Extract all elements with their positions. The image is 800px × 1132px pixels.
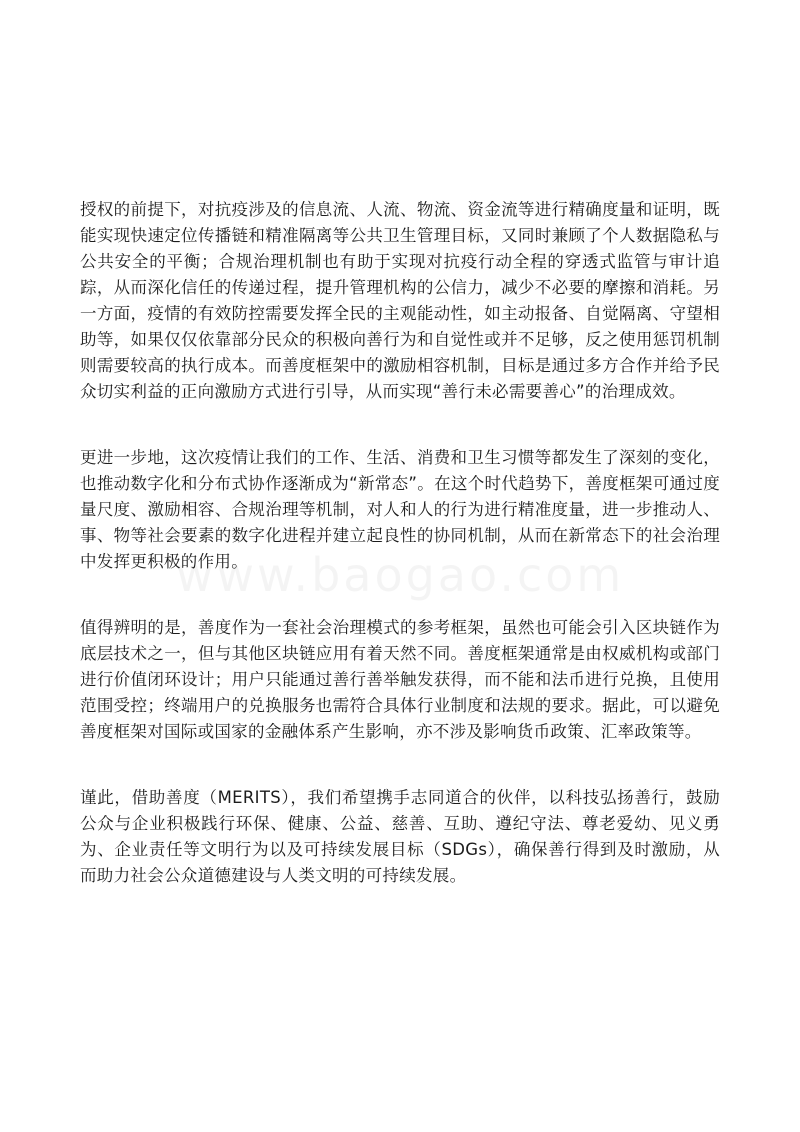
paragraph-1: 授权的前提下，对抗疫涉及的信息流、人流、物流、资金流等进行精确度量和证明，既能实现快速定位传播链和精准隔离等公共卫生管理目标，又同时兼顾了个人数据隐私与公共安全的平衡；合规治理机制也有助于实现对抗疫行动全程的穿透式监管与审计追踪，从而深化信任的传递过程，提升管理机构的公信力，减少不必要的摩擦和消耗。另一方面，疫情的有效防控需要发挥全民的主观能动性，如主动报备、自觉隔离、守望相助等，如果仅仅依靠部分民众的积极向善行为和自觉性或并不足够，反之使用惩罚机制则需要较高的执行成本。而善度框架中的激励相容机制，目标是通过多方合作并给予民众切实利益的正向激励方式进行引导，从而实现“善行未必需要善心”的治理成效。 [80, 200, 720, 401]
paragraph-2: 更进一步地，这次疫情让我们的工作、生活、消费和卫生习惯等都发生了深刻的变化，也推动数字化和分布式协作逐渐成为“新常态”。在这个时代趋势下，善度框架可通过度量尺度、激励相容、合规治理等机制，对人和人的行为进行精准度量，进一步推动人、事、物等社会要素的数字化进程并建立起良性的协同机制，从而在新常态下的社会治理中发挥更积极的作用。 [80, 448, 720, 571]
document-body [80, 197, 720, 929]
paragraph-3: 值得辨明的是，善度作为一套社会治理模式的参考框架，虽然也可能会引入区块链作为底层技术之一，但与其他区块链应用有着天然不同。善度框架通常是由权威机构或部门进行价值闭环设计；用户只能通过善行善举触发获得，而不能和法币进行兑换，且使用范围受控；终端用户的兑换服务也需符合具体行业制度和法规的要求。据此，可以避免善度框架对国际或国家的金融体系产生影响，亦不涉及影响货币政策、汇率政策等。 [80, 618, 720, 741]
paragraph-4: 谨此，借助善度（MERITS），我们希望携手志同道合的伙伴，以科技弘扬善行，鼓励公众与企业积极践行环保、健康、公益、慈善、互助、遵纪守法、尊老爱幼、见义勇为、企业责任等文明行为以及可持续发展目标（SDGs），确保善行得到及时激励，从而助力社会公众道德建设与人类文明的可持续发展。 [80, 788, 720, 885]
